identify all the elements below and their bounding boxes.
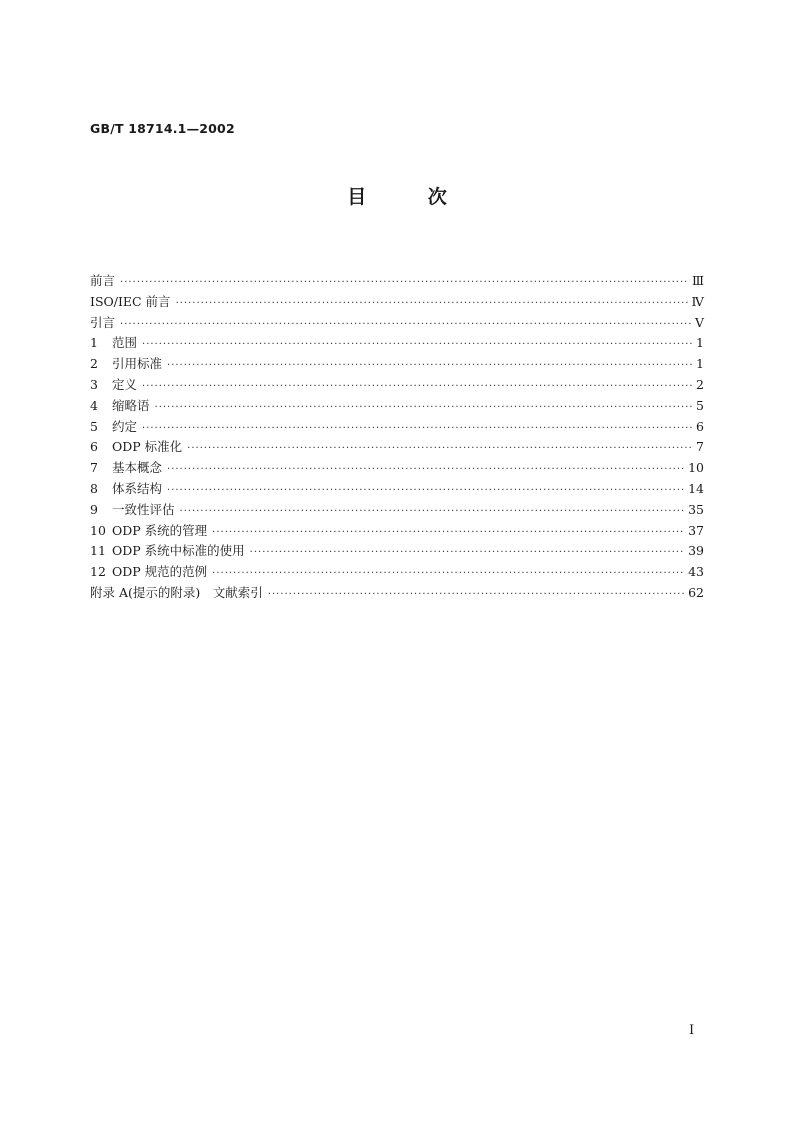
toc-entry-12[interactable] bbox=[90, 562, 704, 583]
leader-dots bbox=[187, 439, 692, 460]
toc-entry-annex-a[interactable] bbox=[90, 583, 704, 604]
leader-dots bbox=[212, 523, 684, 544]
toc-label bbox=[90, 417, 137, 438]
toc-entry-6[interactable] bbox=[90, 437, 704, 458]
toc-section-title: 约定 bbox=[112, 418, 138, 434]
leader-dots bbox=[167, 481, 684, 502]
toc-label bbox=[90, 396, 150, 417]
toc-entry-1[interactable] bbox=[90, 333, 704, 354]
toc-page: 35 bbox=[688, 501, 704, 517]
toc-entry-3[interactable] bbox=[90, 375, 704, 396]
toc-section-title: 基本概念 bbox=[112, 460, 163, 476]
toc-label bbox=[90, 375, 137, 396]
leader-dots bbox=[180, 502, 685, 523]
toc-section-title: 范围 bbox=[112, 335, 138, 351]
toc-entry-foreword[interactable] bbox=[90, 271, 704, 292]
standard-code: GB/T 18714.1—2002 bbox=[90, 121, 235, 136]
toc-page: 7 bbox=[696, 439, 704, 455]
toc-section-title: 定义 bbox=[112, 376, 138, 392]
toc-label bbox=[90, 354, 162, 375]
toc-section-title: 缩略语 bbox=[112, 397, 150, 413]
toc-section-number: 7 bbox=[90, 460, 98, 476]
toc-entry-4[interactable] bbox=[90, 396, 704, 417]
toc-section-title: ODP 系统中标准的使用 bbox=[112, 543, 245, 559]
leader-dots bbox=[167, 356, 692, 377]
leader-dots bbox=[120, 315, 691, 336]
toc-section-number: 1 bbox=[90, 335, 98, 351]
toc-label bbox=[90, 479, 162, 500]
toc-entry-iso-iec-foreword[interactable] bbox=[90, 292, 704, 313]
toc-section-number: 12 bbox=[90, 564, 106, 580]
toc-entry-7[interactable] bbox=[90, 458, 704, 479]
toc-page: Ⅲ bbox=[691, 273, 704, 288]
toc-page: 43 bbox=[688, 564, 704, 580]
table-of-contents bbox=[90, 271, 704, 604]
leader-dots bbox=[142, 377, 692, 398]
toc-page: Ⅳ bbox=[691, 293, 704, 309]
toc-page: 5 bbox=[696, 397, 704, 413]
toc-label: ISO/IEC 前言 bbox=[90, 293, 171, 309]
leader-dots bbox=[142, 335, 692, 356]
toc-page: Ⅴ bbox=[694, 314, 704, 330]
toc-label bbox=[90, 521, 207, 542]
toc-page: 14 bbox=[688, 480, 704, 496]
toc-label: 附录 A(提示的附录) 文献索引 bbox=[90, 584, 263, 600]
leader-dots bbox=[120, 273, 688, 294]
leader-dots bbox=[167, 460, 684, 481]
toc-page: 1 bbox=[696, 335, 704, 351]
toc-label bbox=[90, 458, 162, 479]
leader-dots bbox=[155, 398, 692, 419]
toc-entry-11[interactable] bbox=[90, 541, 704, 562]
toc-page: 1 bbox=[696, 356, 704, 372]
toc-entry-8[interactable] bbox=[90, 479, 704, 500]
toc-label bbox=[90, 500, 175, 521]
toc-page: 6 bbox=[696, 418, 704, 434]
toc-label bbox=[90, 437, 182, 458]
toc-label bbox=[90, 333, 137, 354]
toc-section-number: 6 bbox=[90, 439, 98, 455]
leader-dots bbox=[250, 543, 684, 564]
toc-page: 39 bbox=[688, 543, 704, 559]
toc-label: 前言 bbox=[90, 273, 116, 288]
toc-section-number: 11 bbox=[90, 543, 106, 559]
toc-section-number: 5 bbox=[90, 418, 98, 434]
leader-dots bbox=[268, 585, 684, 606]
leader-dots bbox=[176, 294, 688, 315]
toc-entry-5[interactable] bbox=[90, 417, 704, 438]
leader-dots bbox=[212, 564, 684, 585]
toc-section-title: ODP 规范的范例 bbox=[112, 564, 208, 580]
toc-page: 10 bbox=[688, 460, 704, 476]
toc-page: 62 bbox=[688, 584, 704, 600]
page-title: 目 次 bbox=[347, 186, 447, 208]
toc-entry-10[interactable] bbox=[90, 521, 704, 542]
toc-section-title: 一致性评估 bbox=[112, 501, 175, 517]
toc-page: 2 bbox=[696, 376, 704, 392]
toc-section-number: 4 bbox=[90, 397, 98, 413]
toc-page: 37 bbox=[688, 522, 704, 538]
leader-dots bbox=[142, 419, 692, 440]
toc-section-number: 10 bbox=[90, 522, 106, 538]
toc-section-title: ODP 标准化 bbox=[112, 439, 183, 455]
toc-entry-2[interactable] bbox=[90, 354, 704, 375]
toc-label: 引言 bbox=[90, 314, 116, 330]
toc-label bbox=[90, 541, 245, 562]
toc-section-title: 体系结构 bbox=[112, 480, 163, 496]
toc-section-number: 8 bbox=[90, 480, 98, 496]
toc-entry-9[interactable] bbox=[90, 500, 704, 521]
toc-entry-introduction[interactable] bbox=[90, 313, 704, 334]
toc-section-title: ODP 系统的管理 bbox=[112, 522, 208, 538]
toc-section-number: 3 bbox=[90, 376, 98, 392]
page-number: I bbox=[689, 1023, 695, 1038]
toc-section-number: 2 bbox=[90, 356, 98, 372]
toc-label bbox=[90, 562, 207, 583]
toc-section-title: 引用标准 bbox=[112, 356, 163, 372]
toc-section-number: 9 bbox=[90, 501, 98, 517]
